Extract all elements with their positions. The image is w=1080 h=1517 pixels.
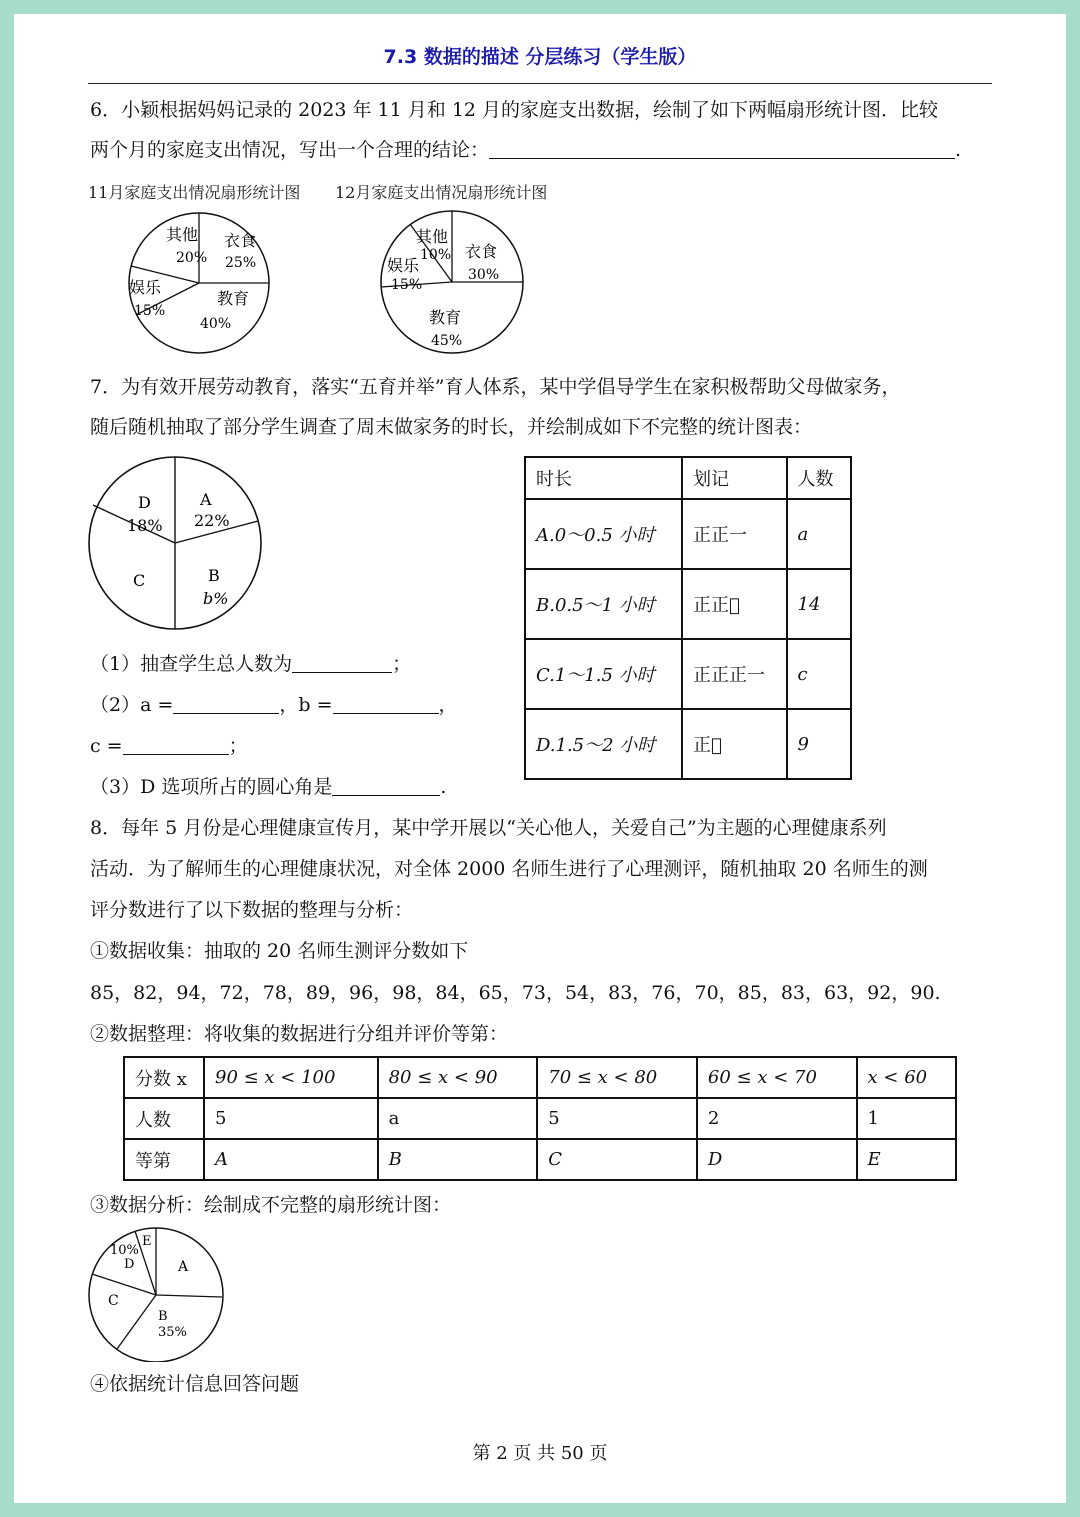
- q7-sub1-end: ；: [392, 653, 412, 675]
- table-row: [124, 1057, 956, 1098]
- q7-row-c-tally: 正正正一: [682, 639, 786, 709]
- q7-row-a-duration: A.0～0.5 小时: [525, 499, 682, 569]
- table-row: [124, 1139, 956, 1180]
- q7-a-blank[interactable]: [173, 691, 279, 714]
- q7-sub3-end: .: [440, 776, 447, 798]
- q7-row-a-count: a: [787, 499, 851, 569]
- q6-dec-clothing-label: 衣食: [465, 242, 498, 261]
- q7-c-blank[interactable]: [123, 732, 229, 755]
- q8-pie-b-pct: 35%: [158, 1325, 187, 1340]
- q7-sub3-blank[interactable]: [332, 773, 440, 796]
- q8-step2: ②数据整理：将收集的数据进行分组并评价等第：: [90, 1023, 509, 1045]
- q7-sub2c: [90, 726, 248, 766]
- q8-line2: 活动．为了解师生的心理健康状况，对全体 2000 名师生进行了心理测评，随机抽取 20 名师生的测: [90, 858, 928, 880]
- q6-dec-other-pct: 10%: [420, 247, 452, 263]
- q7-header-tally: 划记: [682, 457, 786, 499]
- q7-header-duration: 时长: [525, 457, 682, 499]
- q6-line2: [90, 130, 961, 170]
- q6-nov-other-pct: 20%: [176, 250, 208, 266]
- q6-dec-other-label: 其他: [416, 227, 449, 246]
- q7-row-d-duration: D.1.5～2 小时: [525, 709, 682, 779]
- q6-nov-education-label: 教育: [217, 289, 250, 308]
- q8-grade-c: C: [537, 1139, 697, 1180]
- q6-line1: 6．小颖根据妈妈记录的 2023 年 11 月和 12 月的家庭支出数据，绘制了如下两幅扇形统计图．比较: [90, 99, 939, 121]
- q8-pie: [88, 1226, 228, 1362]
- q8-pie-e-label: E: [142, 1234, 152, 1249]
- q6-pie-dec: [370, 209, 540, 359]
- q6-dec-education-label: 教育: [429, 308, 462, 327]
- q6-nov-clothing-label: 衣食: [224, 231, 257, 250]
- table-row: [525, 639, 851, 709]
- q8-grade-header: 等第: [124, 1139, 204, 1180]
- q7-sub1-text: （1）抽查学生总人数为: [90, 653, 293, 675]
- q7-sub2b-text: ，b =: [279, 694, 333, 716]
- q8-pie-d-label: D: [124, 1257, 135, 1272]
- q6-line2-end: .: [955, 139, 962, 161]
- q8-grade-e: E: [857, 1139, 956, 1180]
- q8-grade-b: B: [378, 1139, 538, 1180]
- q7-b-blank[interactable]: [333, 691, 439, 714]
- table-row: [525, 709, 851, 779]
- q7-row-d-tally: 正𠀆: [682, 709, 786, 779]
- q6-line2-text: 两个月的家庭支出情况，写出一个合理的结论：: [90, 139, 490, 161]
- q6-nov-other-label: 其他: [166, 225, 199, 244]
- q7-tally-table: [524, 456, 852, 780]
- q8-step3: ③数据分析：绘制成不完整的扇形统计图：: [90, 1194, 452, 1216]
- q6-nov-entertainment-pct: 15%: [134, 303, 166, 319]
- q7-row-d-count: 9: [787, 709, 851, 779]
- q8-range-a: 90 ≤ x < 100: [204, 1057, 378, 1098]
- q8-count-b: a: [378, 1098, 538, 1139]
- q7-sub1-blank[interactable]: [292, 650, 392, 673]
- q8-step1: ①数据收集：抽取的 20 名师生测评分数如下: [90, 940, 469, 962]
- q6-dec-education-pct: 45%: [431, 333, 463, 349]
- header-divider: [88, 83, 992, 84]
- q7-sub3: [90, 767, 446, 807]
- q6-nov-entertainment-label: 娱乐: [129, 278, 162, 297]
- table-row: [124, 1098, 956, 1139]
- q6-pie-nov: [114, 210, 284, 360]
- q8-grade-a: A: [204, 1139, 378, 1180]
- page-title: 7.3 数据的描述 分层练习（学生版）: [383, 46, 697, 68]
- q7-pie-b-pct: b%: [203, 589, 229, 608]
- q8-line1: 8．每年 5 月份是心理健康宣传月，某中学开展以“关心他人，关爱自己”为主题的心理健康系列: [90, 817, 887, 839]
- q8-step4: ④依据统计信息回答问题: [90, 1373, 300, 1395]
- q7-sub2c-text: c =: [90, 735, 123, 757]
- table-row: [525, 569, 851, 639]
- q8-count-a: 5: [204, 1098, 378, 1139]
- q6-nov-education-pct: 40%: [200, 316, 232, 332]
- q7-row-c-duration: C.1～1.5 小时: [525, 639, 682, 709]
- q8-range-b: 80 ≤ x < 90: [378, 1057, 538, 1098]
- q8-range-d: 60 ≤ x < 70: [697, 1057, 857, 1098]
- q8-pie-c-label: C: [108, 1293, 119, 1309]
- q8-scores: 85，82，94，72，78，89，96，98，84，65，73，54，83，76，70，85，83，63，92，90.: [90, 982, 941, 1004]
- q7-sub3-text: （3）D 选项所占的圆心角是: [90, 776, 333, 798]
- q8-range-c: 70 ≤ x < 80: [537, 1057, 697, 1098]
- table-row: [525, 457, 851, 499]
- q7-pie-a-label: A: [200, 490, 212, 509]
- q7-row-b-duration: B.0.5～1 小时: [525, 569, 682, 639]
- q8-pie-b-label: B: [158, 1309, 168, 1324]
- q7-sub2-end: ，: [438, 694, 458, 716]
- q6-answer-blank[interactable]: [489, 136, 955, 159]
- q8-count-e: 1: [857, 1098, 956, 1139]
- q7-header-count: 人数: [787, 457, 851, 499]
- q7-sub1: [90, 644, 411, 684]
- q7-pie-c-label: C: [133, 571, 146, 590]
- q7-pie-d-label: D: [138, 493, 151, 512]
- q6-dec-clothing-pct: 30%: [468, 267, 500, 283]
- q7-pie-d-pct: 18%: [127, 516, 163, 535]
- q6-dec-entertainment-label: 娱乐: [387, 256, 420, 275]
- q8-grade-table: [123, 1056, 957, 1181]
- q8-line3: 评分数进行了以下数据的整理与分析：: [90, 899, 414, 921]
- q8-count-c: 5: [537, 1098, 697, 1139]
- q6-caption-dec: 12月家庭支出情况扇形统计图: [335, 183, 548, 202]
- q7-row-b-tally: 正正𠀆: [682, 569, 786, 639]
- q7-pie-a-pct: 22%: [194, 511, 230, 530]
- q7-row-b-count: 14: [787, 569, 851, 639]
- q8-count-header: 人数: [124, 1098, 204, 1139]
- q7-pie: [86, 456, 266, 632]
- q8-grade-d: D: [697, 1139, 857, 1180]
- q7-row-c-count: c: [787, 639, 851, 709]
- q7-sub2: [90, 685, 458, 725]
- q7-line1: 7．为有效开展劳动教育，落实“五育并举”育人体系，某中学倡导学生在家积极帮助父母做家务，: [90, 376, 901, 398]
- q8-pie-d-pct: 10%: [110, 1243, 139, 1258]
- table-row: [525, 499, 851, 569]
- q7-pie-b-label: B: [208, 566, 220, 585]
- q6-caption-nov: 11月家庭支出情况扇形统计图: [88, 183, 301, 202]
- q6-dec-entertainment-pct: 15%: [391, 277, 423, 293]
- q6-nov-clothing-pct: 25%: [225, 255, 257, 271]
- q7-sub2a-text: （2）a =: [90, 694, 174, 716]
- worksheet-page: [14, 14, 1066, 1503]
- q8-pie-a-label: A: [178, 1259, 189, 1275]
- q8-range-e: x < 60: [857, 1057, 956, 1098]
- q8-count-d: 2: [697, 1098, 857, 1139]
- page-footer: 第 2 页 共 50 页: [472, 1443, 608, 1464]
- q7-line2: 随后随机抽取了部分学生调查了周末做家务的时长，并绘制成如下不完整的统计图表：: [90, 416, 813, 438]
- q7-sub2c-end: ；: [228, 735, 248, 757]
- q7-row-a-tally: 正正一: [682, 499, 786, 569]
- q8-score-header: 分数 x: [124, 1057, 204, 1098]
